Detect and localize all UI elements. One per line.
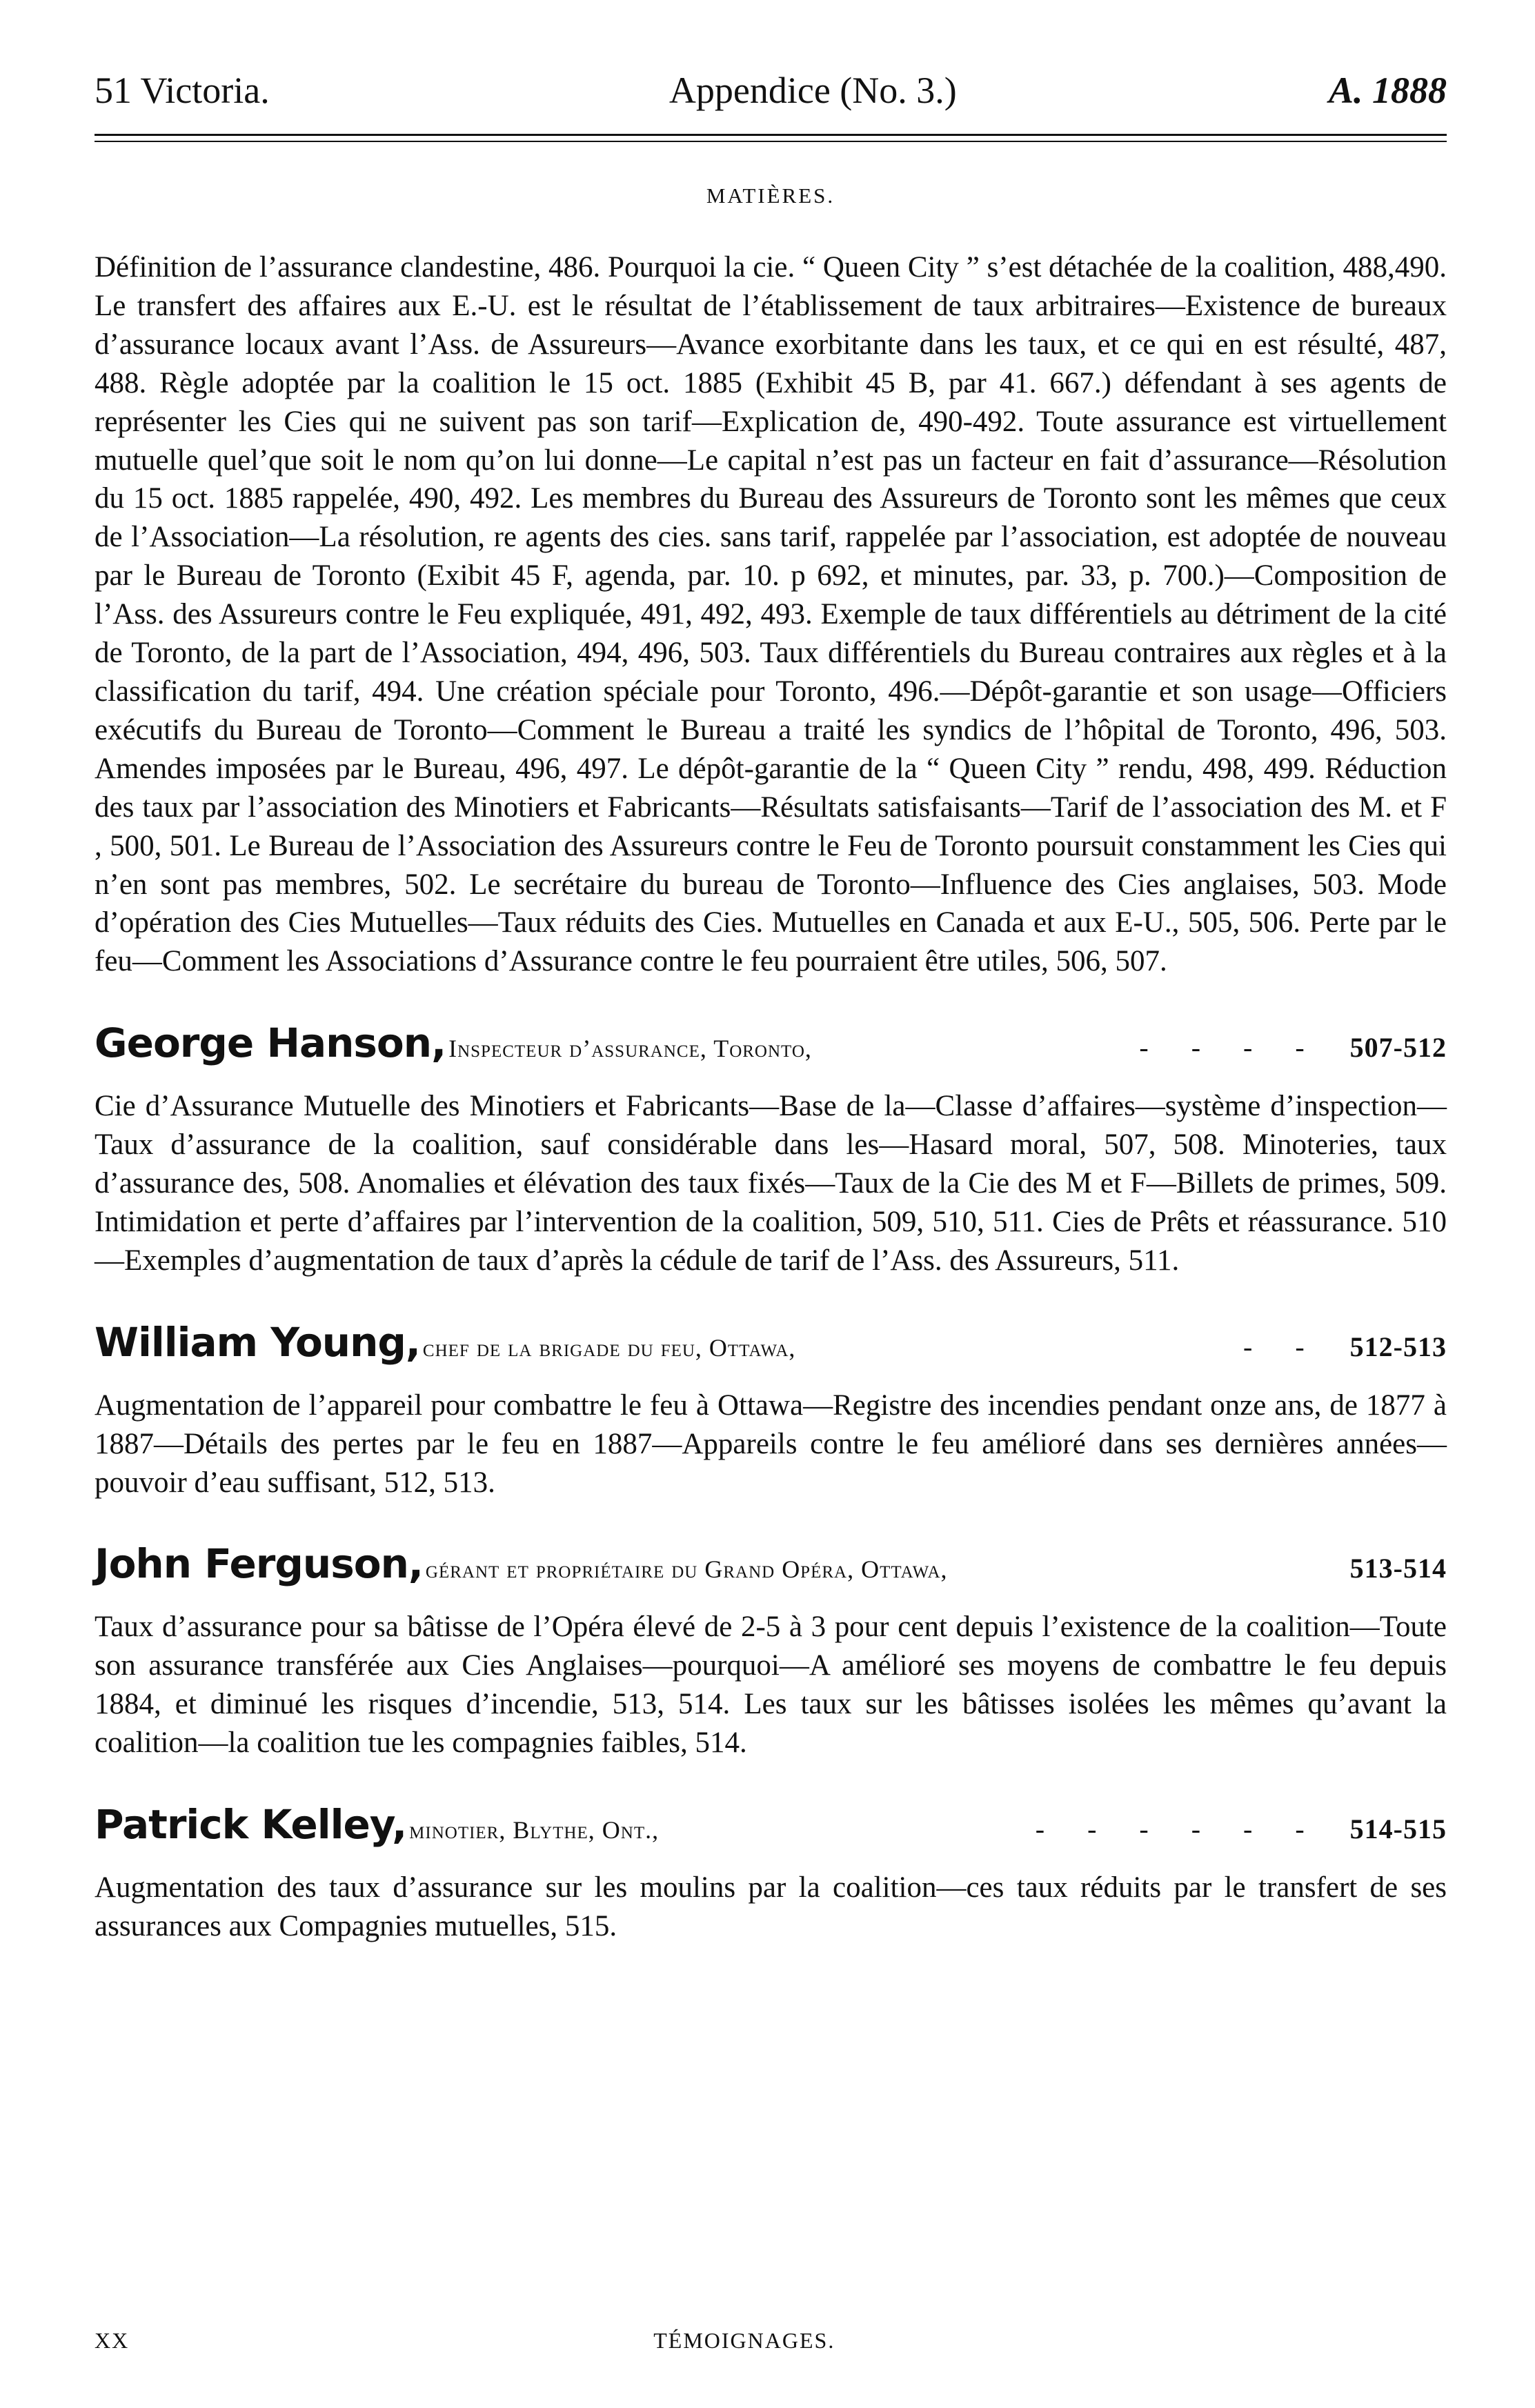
page-footer bbox=[95, 2328, 835, 2354]
entry-john-ferguson bbox=[95, 1540, 1447, 1762]
entry-heading bbox=[95, 1019, 1447, 1069]
entry-summary: Augmentation de l’appareil pour combattre le feu à Ottawa—Registre des incendies pendant onze ans, de 1877 à 1887—Détails des pertes par le feu en 1887—Appareils contre le feu amélioré dans ses dernières années—pouvoir d’eau suffisant, 512, 513. bbox=[95, 1389, 1447, 1499]
signature-mark: XX bbox=[95, 2328, 130, 2353]
section-title: MATIÈRES. bbox=[706, 183, 835, 208]
entry-summary: Cie d’Assurance Mutuelle des Minotiers et Fabricants—Base de la—Classe d’affaires—système d’inspection—Taux d’assurance de la coalition, sauf considérable dans les—Hasard moral, 507, 508. Minoteries, taux d’assurance des, 508. Anomalies et élévation des taux fixés—Taux de la Cie des M et F—Billets de primes, 509. Intimidation et perte d’affaires par l’intervention de la coalition, 509, 510, 511. Cies de Prêts et réassurance. 510—Exemples d’augmentation de taux d’après la cédule de tarif de l’Ass. des Assureurs, 511. bbox=[95, 1090, 1447, 1277]
leader-dots: - - bbox=[1243, 1331, 1323, 1362]
leader-dots: - - - - - - bbox=[1035, 1813, 1323, 1845]
entry-heading bbox=[95, 1801, 1447, 1851]
witness-name: Patrick Kelley, bbox=[95, 1801, 407, 1849]
page-range: 507-512 bbox=[1349, 1032, 1447, 1064]
witness-name: George Hanson, bbox=[95, 1019, 446, 1067]
entry-heading bbox=[95, 1540, 1447, 1590]
witness-name: John Ferguson, bbox=[95, 1540, 423, 1588]
entry-heading bbox=[95, 1319, 1447, 1369]
leader-dots: - - - - bbox=[1139, 1032, 1323, 1064]
page-range: 513-514 bbox=[1349, 1553, 1447, 1584]
witness-role: chef de la brigade du feu, Ottawa, bbox=[422, 1333, 796, 1362]
page-range: 512-513 bbox=[1349, 1331, 1447, 1362]
entry-summary: Taux d’assurance pour sa bâtisse de l’Opéra élevé de 2-5 à 3 pour cent depuis l’existence de la coalition—Toute son assurance transférée aux Cies Anglaises—pourquoi—A amélioré ses moyens de combattre le feu depuis 1884, et diminué les risques d’incendie, 513, 514. Les taux sur les bâtisses isolées les mêmes qu’avant la coalition—la coalition tue les compagnies faibles, 514. bbox=[95, 1611, 1447, 1760]
entry-george-hanson bbox=[95, 1019, 1447, 1280]
entry-summary: Augmentation des taux d’assurance sur les moulins par la coalition—ces taux réduits par le transfert de ses assurances aux Compagnies mutuelles, 515. bbox=[95, 1871, 1447, 1942]
header-volume: 51 Victoria. bbox=[95, 70, 270, 111]
intro-paragraph: Définition de l’assurance clandestine, 486. Pourquoi la cie. “ Queen City ” s’est détachée de la coalition, 488,490. Le transfert des affaires aux E.-U. est le résultat de l’établissement de taux arbitraires—Existence de bureaux d’assurance locaux avant l’Ass. de Assureurs—Avance exorbitante dans les taux, et ce qui en est résulté, 487, 488. Règle adoptée par la coalition le 15 oct. 1885 (Exhibit 45 B, par 41. 667.) défendant à ses agents de représenter les Cies qui ne suivent pas son tarif—Explication de, 490-492. Toute assurance est virtuellement mutuelle quel’que soit le nom qu’on lui donne—Le capital n’est pas un facteur en fait d’assurance—Résolution du 15 oct. 1885 rappelée, 490, 492. Les membres du Bureau des Assureurs de Toronto sont les mêmes que ceux de l’Association—La résolution, re agents des cies. sans tarif, rappelée par l’association, est adoptée de nouveau par le Bureau de Toronto (Exibit 45 F, agenda, par. 10. p 692, et minutes, par. 33, p. 700.)—Composition de l’Ass. des Assureurs contre le Feu expliquée, 491, 492, 493. Exemple de taux différentiels au détriment de la cité de Toronto, de la part de l’Association, 494, 496, 503. Taux différentiels du Bureau contraires aux règles et à la classification du tarif, 494. Une création spéciale pour Toronto, 496.—Dépôt-garantie et son usage—Officiers exécutifs du Bureau de Toronto—Comment le Bureau a traité les syndics de l’hôpital de Toronto, 496, 503. Amendes imposées par le Bureau, 496, 497. Le dépôt-garantie de la “ Queen City ” rendu, 498, 499. Réduction des taux par l’association des Minotiers et Fabricants—Résultats satisfaisants—Tarif de l’association des M. et F , 500, 501. Le Bureau de l’Association des Assureurs contre le Feu de Toronto poursuit constamment les Cies qui n’en sont pas membres, 502. Le secrétaire du bureau de Toronto—Influence des Cies anglaises, 503. Mode d’opération des Cies Mutuelles—Taux réduits des Cies. Mutuelles en Canada et aux E-U., 505, 506. Perte par le feu—Comment les Associations d’Assurance contre le feu pourraient être utiles, 506, 507. bbox=[95, 251, 1447, 978]
header-appendix: Appendice (No. 3.) bbox=[669, 70, 957, 111]
entry-william-young bbox=[95, 1319, 1447, 1502]
witness-role: minotier, Blythe, Ont., bbox=[409, 1816, 660, 1844]
witness-role: Inspecteur d’assurance, Toronto, bbox=[448, 1035, 812, 1063]
footer-section-label: TÉMOIGNAGES. bbox=[653, 2328, 835, 2353]
document-page bbox=[95, 66, 1447, 1946]
witness-name: William Young, bbox=[95, 1318, 420, 1366]
running-header bbox=[95, 66, 1447, 121]
header-rule bbox=[95, 134, 1447, 142]
header-year: A. 1888 bbox=[1328, 70, 1447, 111]
page-range: 514-515 bbox=[1349, 1813, 1447, 1845]
witness-role: gérant et propriétaire du Grand Opéra, Ottawa, bbox=[425, 1555, 948, 1584]
entry-patrick-kelley bbox=[95, 1801, 1447, 1946]
